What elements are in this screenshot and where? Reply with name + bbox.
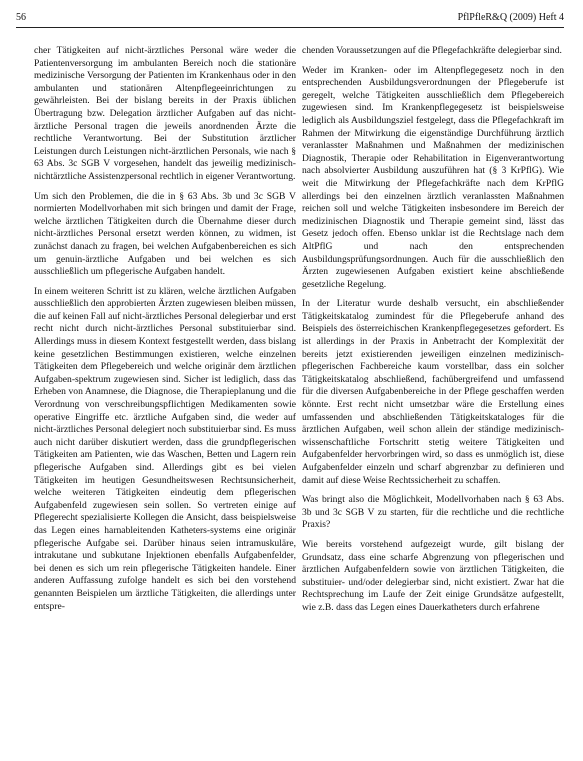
journal-name: PflPfleR&Q (2009) Heft 4 bbox=[457, 12, 564, 23]
page-number: 56 bbox=[16, 12, 26, 23]
left-column bbox=[34, 45, 296, 620]
paragraph: Weder im Kranken- oder im Altenpflegegesetz noch in den entsprechenden Ausbildungsverordnungen der Pflegeberufe ist geregelt, welche Tätigkeiten ausschließlich dem Pflegebereich zugewiesen sind. Im Krankenpflegegesetz ist beispielsweise lediglich als Ausbildungsziel festgelegt, dass die Pflegefachkraft im Rahmen der Mitwirkung die eigenständige Durchführung ärztlich veranlasster Maßnahmen und Maßnahmen der medizinischen Diagnostik, Therapie oder Rehabilitation in Eigenverantwortung nach absolvierter Ausbildung auszuführen hat (§ 3 KrPflG). Wie weit die Mitwirkung der Pflegefachkräfte nach dem KrPflG allerdings bei den einzelnen ärztlich veranlassten Maßnahmen reichen soll und welche Tätigkeiten insbesondere im Bereich der medizinischen Diagnostik und Therapie gemeint sind, lässt das Gesetz jedoch offen. Ebenso unklar ist die Rechtslage nach dem AltPflG und nach den entsprechenden Ausbildungsprüfungsordnungen. Auch für die ausschließlich den Ärzten zugewiesenen Aufgaben existiert keine abschließende gesetzliche Regelung. bbox=[302, 64, 564, 290]
paragraph: Um sich den Problemen, die die in § 63 Abs. 3b und 3c SGB V normierten Modellvorhaben mit sich bringen und damit der Frage, welche ärztlichen Tätigkeiten durch die Übernahme dieser durch nicht-ärztliches Personal ersetzt werden können, zu widmen, ist zunächst danach zu fragen, bei welchen Aufgabenbereichen es sich um genuin-ärztliche Aufgaben und bei welchen es sich ausschließlich um pflegerische Aufgaben handelt. bbox=[34, 190, 296, 278]
paragraph: chenden Voraussetzungen auf die Pflegefachkräfte delegierbar sind. bbox=[302, 45, 562, 56]
paragraph: cher Tätigkeiten auf nicht-ärztliches Personal wäre weder die Patientenversorgung im ambulanten Bereich noch die stationäre medizinische Versorgung der Patienten im Krankenhaus oder in den ambulanten und stationären Altenpflegeeinrichtungen zu gewährleisten. Bei der bislang bereits in der Praxis üblichen Übertragung bzw. Delegation ärztlicher Aufgaben auf das nicht-ärztliche Personal tragen die jeweils anordnenden Ärzte die rechtliche Verantwortung. Bei der Substitution ärztlicher Leistungen durch Leistungen nicht-ärztlichen Personals, wie nach § 63 Abs. 3c SGB V vorgesehen, handelt das jeweilig medizinisch-nichtärztliche Assistenzpersonal rechtlich in eigener Verantwortung. bbox=[34, 45, 296, 182]
header-rule bbox=[16, 27, 564, 28]
paragraph: Was bringt also die Möglichkeit, Modellvorhaben nach § 63 Abs. 3b und 3c SGB V zu starten, für die rechtliche und die rechtliche Praxis? bbox=[302, 494, 564, 531]
page-header bbox=[16, 12, 564, 26]
paragraph: In der Literatur wurde deshalb versucht, ein abschließender Tätigkeitskatalog zumindest für die Pflegeberufe anhand des Beispiels des österreichischen Krankenpflegegesetzes gefordert. Es ist allerdings in der Praxis in Anbetracht der Komplexität der bereits jetzt existierenden jeweiligen einzelnen medizinisch-pflegerischen Fachbereiche kaum vorstellbar, dass ein solcher Tätigkeitskatalog abschließend, fachübergreifend und umfassend für die diversen Aufgabenbereiche in der Pflege geschaffen werden könnte. Erst recht nicht umsetzbar wäre die Erstellung eines umfassenden und abschließenden Tätigkeitskataloges für die ärztlichen Aufgaben, weil schon allein der ständige medizinisch-wissenschaftliche Fortschritt stetig weitere Tätigkeiten und Aufgabenfelder hervorbringen wird, so dass es unmöglich ist, diese Aufgabenfelder einzeln und scharf abgrenzbar zu definieren und damit auf diese Weise Rechtssicherheit zu schaffen. bbox=[302, 298, 564, 486]
right-column bbox=[302, 45, 564, 622]
paragraph: Wie bereits vorstehend aufgezeigt wurde, gilt bislang der Grundsatz, dass eine scharfe Abgrenzung von pflegerischen und ärztlichen Aufgabenfeldern sowie von ärztlichen Tätigkeiten, die substituier- und/oder delegierbar sind, nicht existiert. Zwar hat die Rechtsprechung im Laufe der Zeit einige Grundsätze aufgestellt, wie z.B. dass das Legen eines Dauerkatheters durch erfahrene bbox=[302, 538, 564, 613]
paragraph: In einem weiteren Schritt ist zu klären, welche ärztlichen Aufgaben ausschließlich den approbierten Ärzten zugewiesen bleiben müssen, die auf keinen Fall auf nicht-ärztliches Personal delegierbar und erst recht nicht durch nicht-ärztliches Personal substituierbar sind. Allerdings muss in diesem Kontext festgestellt werden, dass bislang keine gesetzlichen Bestimmungen existieren, welche einzelnen Tätigkeiten dem Pflegebereich und welche originär dem ärztlichen Aufgaben-spektrum zugewiesen sind. Sicher ist lediglich, dass das Erheben von Anamnese, die Diagnose, die Therapieplanung und die Verordnung von verschreibungspflichtigen Medikamenten sowie operative Eingriffe etc. ärztliche Aufgaben sind, die weder auf nicht-ärztliches Personal delegiert noch substituierbar sind. Es muss auch nicht darüber diskutiert werden, dass die grundpflegerischen Tätigkeiten am Patienten, wie das Waschen, Betten und Lagern rein pflegerische Aufgaben sind. Allerdings gibt es bei vielen Tätigkeiten im heutigen Gesundheitswesen Rechtsunsicherheit, welche weiteren Tätigkeiten eindeutig dem pflegerischen Aufgabenfeld zugewiesen sein sollen. So vertreten einige auf Pflegerecht spezialisierte Kollegen die Ansicht, dass beispielsweise das Legen eines harnableitenden Katheters-systems eine originär pflegerische Aufgabe sei. Darüber hinaus seien intramuskuläre, intrakutane und subkutane Injektionen ebenfalls Aufgabenfelder, bei denen es sich um rein pflegerische Tätigkeiten handele. Einer anderen Auffassung zufolge handelt es sich bei den vorstehend genannten Beispielen um ärztliche Tätigkeiten, die allerdings unter entspre- bbox=[34, 285, 296, 612]
